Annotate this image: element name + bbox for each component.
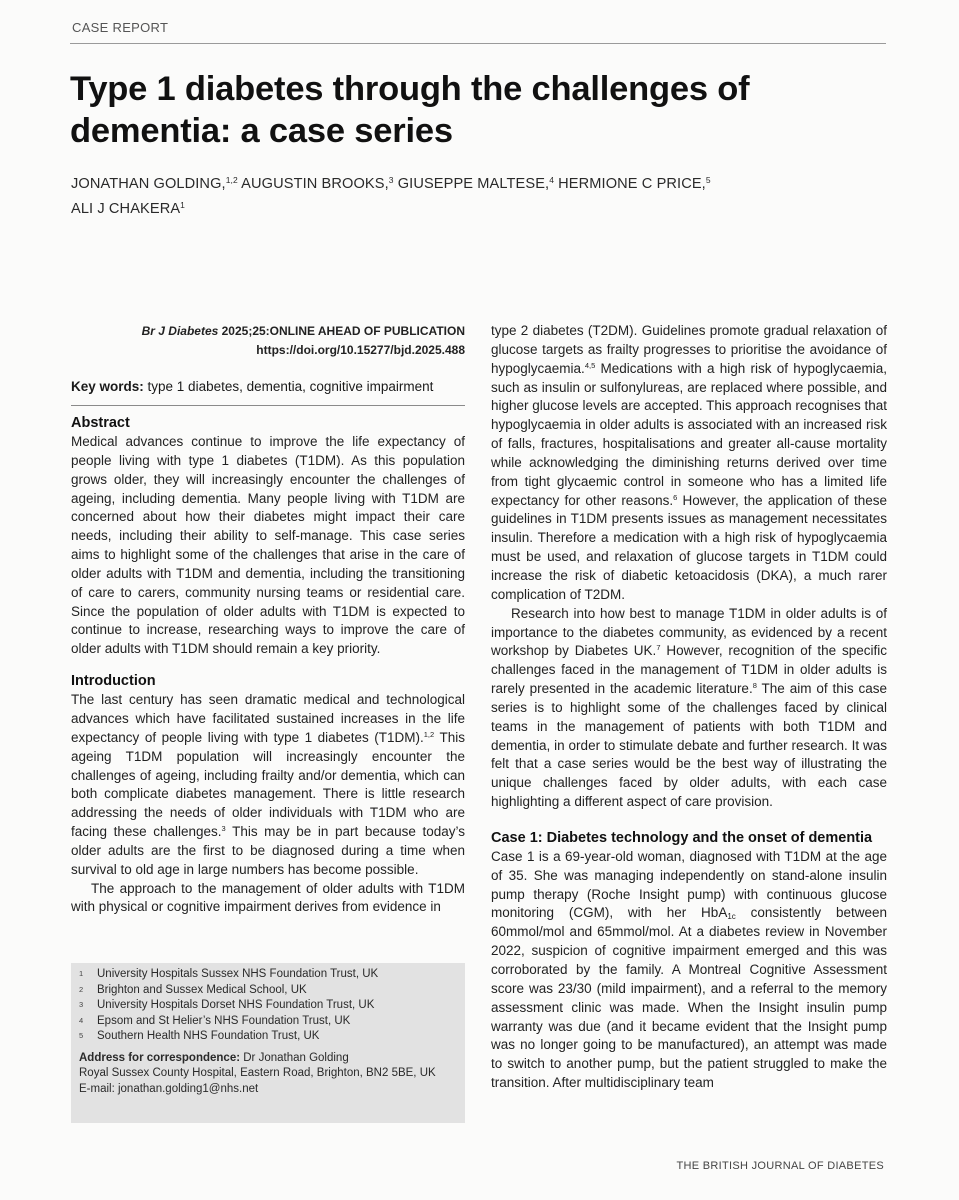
- introduction-paragraph: [71, 691, 465, 879]
- author-affiliation: 5: [705, 175, 711, 185]
- text-run: However, the application of these guidelines in T1DM presents issues as management necessitates insulin. Therefore a medication with a high risk of hypoglycaemia must be used, and relaxation of glucose targets in T1DM could increase the risk of diabetic ketoacidosis (DKA), a much rarer complication of T2DM.: [491, 492, 887, 602]
- citation-doi[interactable]: https://doi.org/10.15277/bjd.2025.488: [256, 343, 465, 357]
- text-run: Research into how best to manage T1DM in older adults is of importance to the diabetes community, as evidenced by a recent workshop by Diabetes UK.: [491, 605, 887, 659]
- left-column: [71, 322, 465, 917]
- author-name: HERMIONE C PRICE,: [558, 176, 706, 192]
- affiliation-number: 1: [79, 969, 84, 978]
- subscript: 1c: [727, 912, 736, 922]
- author-name: JONATHAN GOLDING,: [71, 176, 226, 192]
- affiliation-number: 4: [79, 1015, 84, 1025]
- affiliation-number: 5: [79, 1031, 84, 1040]
- right-column: [491, 322, 887, 1093]
- keywords: [71, 378, 465, 396]
- citation-ref: 1,2: [423, 729, 435, 739]
- body-paragraph: [491, 605, 887, 812]
- email-link[interactable]: E-mail: jonathan.golding1@nhs.net: [79, 1082, 259, 1095]
- affiliation-number: 2: [79, 984, 84, 994]
- text-run: This ageing T1DM population will increasingly encounter the challenges of ageing, including frailty and/or dementia, which can both complicate diabetes management. There is little research addressing the needs of older individuals with T1DM who are facing these challenges.: [71, 729, 465, 840]
- author-name: ALI J CHAKERA: [71, 201, 181, 217]
- affiliation-text: University Hospitals Sussex NHS Foundation Trust, UK: [97, 968, 379, 980]
- text-run: This may be in part because today’s older adults are the first to be diagnosed during a time when survival to old age in large numbers has become possible.: [71, 824, 465, 877]
- author-name: AUGUSTIN BROOKS,: [241, 176, 389, 192]
- affiliation-text: Southern Health NHS Foundation Trust, UK: [97, 1030, 320, 1042]
- author-affiliation: 3: [388, 175, 394, 185]
- citation-volume: 2025;25:ONLINE AHEAD OF PUBLICATION: [218, 324, 465, 338]
- citation-ref: 4,5: [584, 360, 596, 370]
- case1-paragraph: [491, 848, 887, 1093]
- affiliation-text: Epsom and St Helier’s NHS Foundation Trust, UK: [97, 1014, 351, 1027]
- case1-heading: Case 1: Diabetes technology and the onset of dementia: [491, 829, 873, 846]
- introduction-heading: Introduction: [71, 673, 156, 690]
- journal-footer: THE BRITISH JOURNAL OF DIABETES: [676, 1160, 884, 1172]
- text-run: Case 1 is a 69-year-old woman, diagnosed with T1DM at the age of 35. She was managing independently on stand-alone insulin pump therapy (Roche Insight pump) with continuous glucose monitoring (CGM), with her HbA: [491, 848, 887, 921]
- citation-block: [71, 322, 465, 360]
- citation-ref: 7: [656, 643, 661, 653]
- affiliation-number: 3: [79, 1000, 84, 1009]
- affiliation-item: [79, 983, 457, 999]
- keywords-label: Key words:: [71, 379, 144, 394]
- citation-ref: 3: [221, 824, 226, 834]
- affiliation-item: [79, 967, 457, 983]
- body-paragraph: [491, 322, 887, 605]
- address-label: Address for correspondence:: [79, 1051, 241, 1064]
- affiliation-text: University Hospitals Dorset NHS Foundation Trust, UK: [97, 999, 375, 1011]
- top-rule: [70, 43, 886, 44]
- address-name: Dr Jonathan Golding: [240, 1051, 349, 1064]
- divider: [71, 405, 465, 406]
- text-run: Medications with a high risk of hypoglycaemia, such as insulin or sulfonylureas, are replaced where possible, and higher glucose levels are accepted. This approach recognises that hypoglycaemia in older adults is associated with an increased risk of falls, fractures, hospitalisations and greater all-cause mortality while acknowledging the diminishing returns derived over time from tight glycaemic control in someone who has a limited life expectancy for other reasons.: [491, 360, 887, 508]
- citation-journal: Br J Diabetes: [141, 324, 219, 338]
- correspondence-address: [79, 1051, 457, 1098]
- abstract-heading: Abstract: [71, 415, 130, 431]
- introduction-paragraph: The approach to the management of older adults with T1DM with physical or cognitive impairment derives from evidence in: [71, 880, 465, 915]
- text-run: type 2 diabetes (T2DM). Guidelines promote gradual relaxation of glucose targets as frailty progresses to prioritise the avoidance of hypoglycaemia.: [491, 323, 887, 376]
- author-affiliation: 1,2: [225, 175, 238, 185]
- text-run: The aim of this case series is to highlight some of the challenges faced by clinical teams in the management of patients with both T1DM and dementia, in order to stimulate debate and further research. It was felt that a case series would be the best way of illustrating the unique challenges faced by older adults, with each case highlighting a different aspect of care provision.: [491, 681, 887, 810]
- article-title: Type 1 diabetes through the challenges of dementia: a case series: [70, 70, 750, 150]
- text-run: The last century has seen dramatic medical and technological advances which have facilitated sustained increases in the life expectancy of people living with type 1 diabetes (T1DM).: [71, 692, 465, 745]
- abstract-text: Medical advances continue to improve the life expectancy of people living with type 1 diabetes (T1DM). As this population grows older, they will increasingly encounter the challenges of ageing, including dementia. Many people living with T1DM are concerned about how their diabetes might impact their care needs, including their ability to self-manage. This case series aims to highlight some of the challenges that arise in the care of older adults with T1DM and dementia, including the transitioning of care to carers, community nursing teams or residential care. Since the population of older adults with T1DM is expected to continue to increase, researching ways to improve the care of older adults with T1DM should remain a key priority.: [71, 434, 465, 657]
- affiliation-item: [79, 998, 457, 1014]
- author-affiliation: 1: [180, 200, 185, 210]
- affiliation-item: [79, 1014, 457, 1030]
- text-run: However, recognition of the specific challenges faced in the management of T1DM in older adults is rarely presented in the academic literature.: [491, 643, 887, 697]
- author-name: GIUSEPPE MALTESE,: [397, 176, 550, 192]
- citation-ref: 6: [673, 492, 678, 502]
- address-line: Royal Sussex County Hospital, Eastern Road, Brighton, BN2 5BE, UK: [79, 1067, 436, 1079]
- keywords-text: type 1 diabetes, dementia, cognitive impairment: [143, 379, 434, 394]
- affiliations-box: [71, 963, 465, 1123]
- citation-ref: 8: [752, 681, 757, 691]
- affiliation-item: [79, 1029, 457, 1045]
- affiliation-text: Brighton and Sussex Medical School, UK: [97, 983, 307, 996]
- text-run: consistently between 60mmol/mol and 65mmol/mol. At a diabetes review in November 2022, suspicion of cognitive impairment emerged and this was corroborated by the family. A Montreal Cognitive Assessment score was 23/30 (mild impairment), and a referral to the memory assessment clinic was made. When the Insight insulin pump warranty was due (and it became evident that the Insight pump was no longer going to be manufactured), an attempt was made to switch to another pump, but the patient struggled to make the transition. After multidisciplinary team: [491, 905, 887, 1091]
- section-label: CASE REPORT: [72, 20, 169, 35]
- author-affiliation: 4: [549, 175, 555, 185]
- author-list: [71, 170, 891, 220]
